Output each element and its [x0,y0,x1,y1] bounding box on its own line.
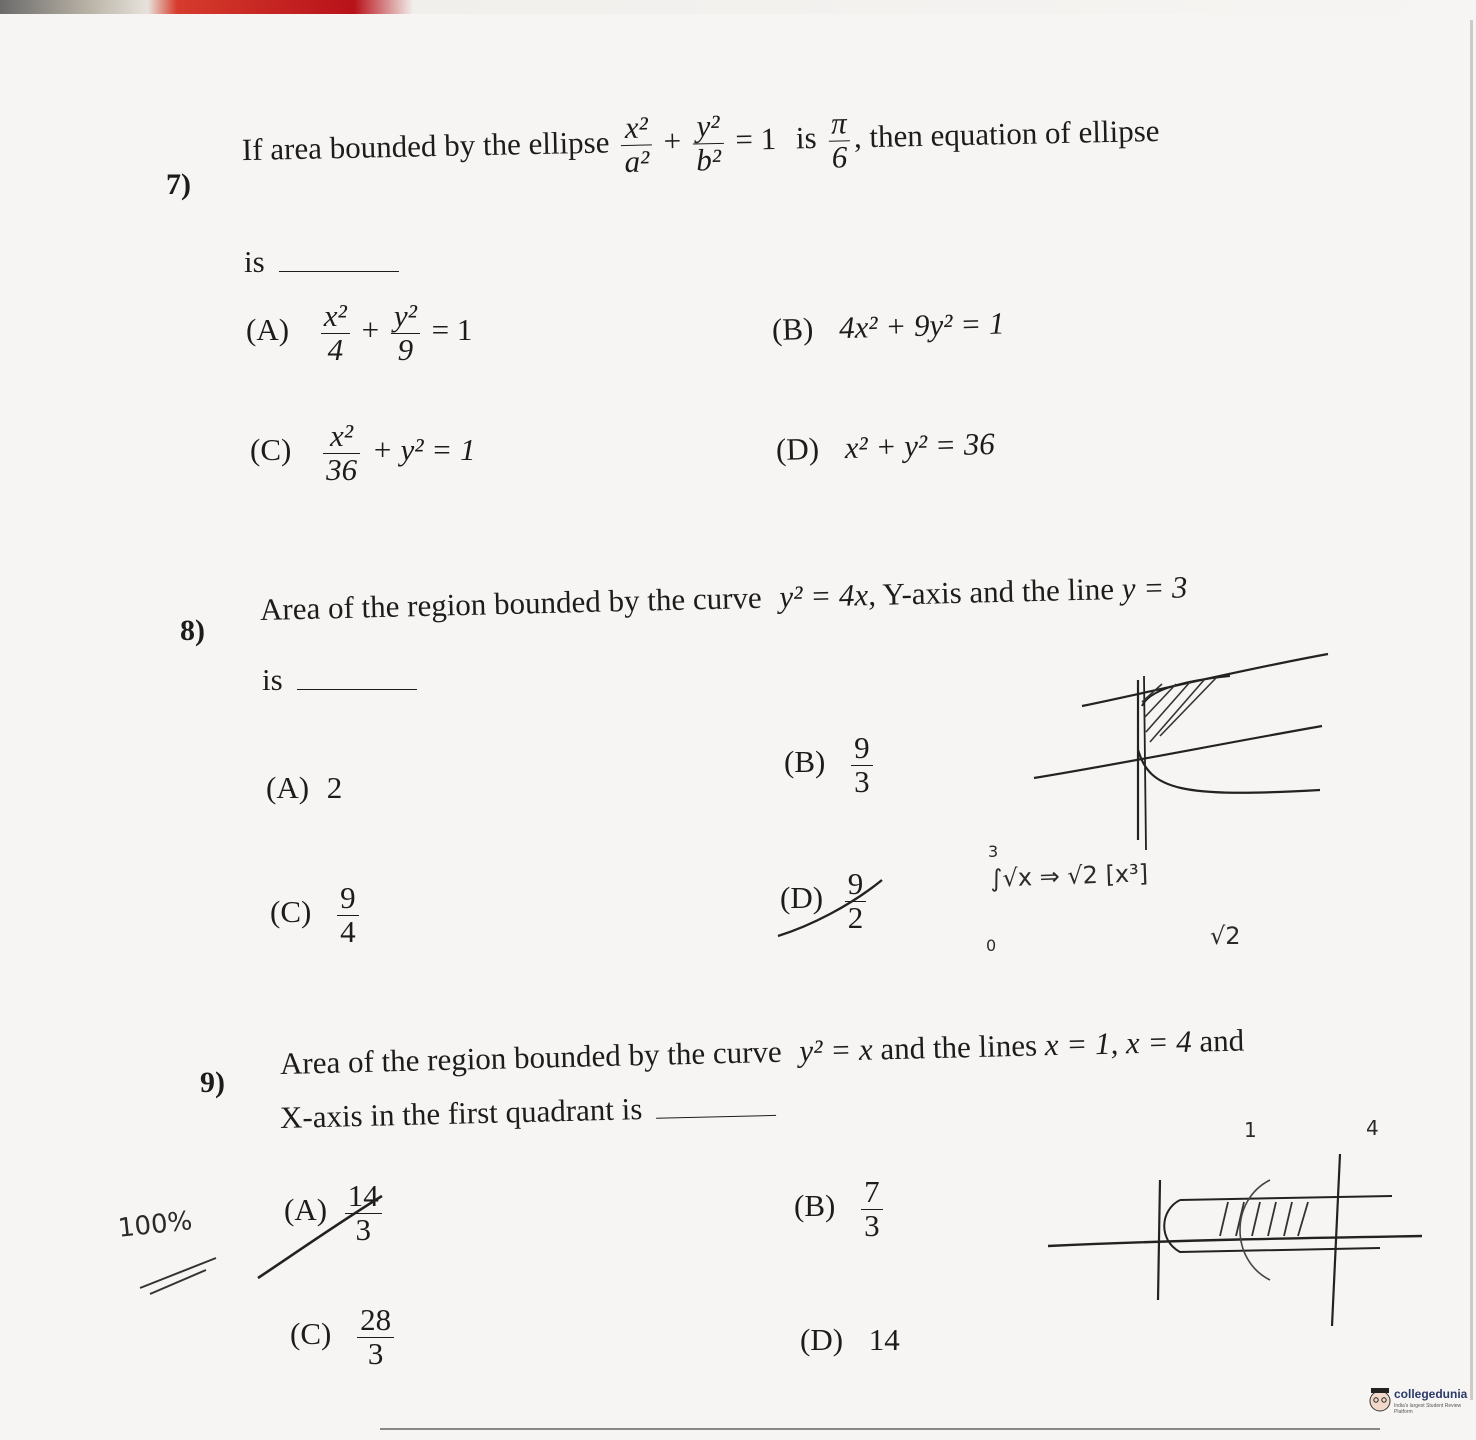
logo-mascot-icon [1368,1385,1392,1415]
q7-option-a-label: (A) [246,312,290,348]
question-9-stem: Area of the region bounded by the curve y² = x and the lines x = 1, x = 4 and [279,1022,1245,1081]
q9-option-c-frac: $\frac{28}{3}$ [357,1304,394,1370]
q7-option-d-expr: x² + y² = 36 [844,425,996,466]
q8-option-c-label: (C) [270,894,312,930]
q8-answer-blank [297,689,417,690]
q9-margin-scribble [136,1248,226,1298]
q7-pi-fraction: $\frac{\pi}{6}$ [828,107,851,174]
q9-curve: y² = x [798,1031,874,1069]
q9-option-b-label: (B) [794,1188,836,1224]
q7-is: is [795,120,817,156]
q8-line2: is [262,662,417,698]
q7-x-fraction: $\frac{\text{x²}}{\text{a²}}$ [621,111,653,178]
logo-name: collegedunia [1394,1387,1468,1401]
q8-sketch [1020,640,1350,870]
q9-option-d: (D) 14 [800,1322,900,1357]
q7-option-d [775,426,995,468]
q8-hand-lower-limit: 0 [986,936,997,955]
q8-option-c [270,882,363,948]
q7-plus: + [663,122,682,159]
q7-line2 [244,244,399,280]
question-7-stem [241,101,1160,186]
q8-option-b [784,732,877,798]
q9-sketch-label-4: 4 [1366,1116,1379,1140]
q8-option-a-label: (A) [266,770,310,805]
q8-hand-work: ∫√x ⇒ √2 [x³] [989,859,1149,893]
q7-equals-one: = 1 [735,120,777,157]
q8-line: y = 3 [1121,569,1188,606]
photo-bottom-edge [380,1428,1380,1440]
q7-option-c-frac: $\frac{\text{x²}}{36}$ [323,420,360,486]
q9-option-c-label: (C) [290,1316,332,1352]
q8-option-b-frac: $\frac{9}{3}$ [851,732,873,798]
q7-option-c: (C) $\frac{\text{x²}}{36}$ + y² = 1 [250,418,476,487]
q7-option-b [771,306,1004,348]
photo-top-edge [0,0,1476,14]
q9-sketch-label-1: 1 [1244,1118,1257,1142]
q7-text-start: If area bounded by the ellipse [241,124,610,168]
q7-option-a-frac2: $\frac{\text{y²}}{9}$ [391,300,420,366]
q8-hand-denominator: √2 [1210,922,1241,950]
logo-tagline: India's largest Student Review Platform [1394,1403,1462,1415]
q7-is-label: is [244,244,265,279]
question-8-stem: Area of the region bounded by the curve y² = 4x, Y-axis and the line y = 3 [259,569,1188,627]
q7-option-c-label: (C) [250,432,292,468]
q8-option-a: (A) 2 [266,770,343,805]
q8-option-d-label: (D) [780,880,824,916]
q8-hand-upper-limit: 3 [988,842,999,861]
question-7-number: 7) [166,168,191,201]
q7-option-d-label: (D) [775,430,820,467]
question-9-number: 9) [200,1066,225,1099]
q8-option-d-strike [770,870,890,950]
q9-option-a-frac: $\frac{14}{3}$ [345,1180,382,1246]
q9-option-a-strike [250,1188,390,1288]
q7-text-end: , then equation of ellipse [853,112,1160,155]
q8-option-c-frac: $\frac{9}{4}$ [337,882,359,948]
question-8-number: 8) [180,614,205,647]
q8-option-d-frac: $\frac{9}{2}$ [845,868,867,934]
photo-right-edge [1470,20,1473,1400]
q7-answer-blank [279,271,399,272]
q9-lines: x = 1, x = 4 [1044,1023,1193,1063]
collegedunia-logo [1368,1383,1472,1419]
q7-y-fraction: $\frac{\text{y²}}{\text{b²}}$ [692,110,724,177]
q8-curve: y² = 4x, [778,576,877,615]
q7-option-b-expr: 4x² + 9y² = 1 [838,305,1005,346]
q7-option-a-frac1: $\frac{\text{x²}}{4}$ [321,300,350,366]
q9-option-c [290,1304,398,1370]
q9-option-b-frac: $\frac{7}{3}$ [861,1176,883,1242]
q9-option-a-label: (A) [284,1192,328,1228]
q9-line2: X-axis in the first quadrant is [280,1088,777,1136]
q9-option-d-label: (D) [800,1322,844,1357]
q9-margin-note: 100% [116,1206,194,1244]
q7-option-b-label: (B) [771,310,814,347]
q7-option-a: (A) $\frac{\text{x²}}{4}$ + $\frac{\text{y²}}{9}$ = 1 [246,298,473,367]
q9-sketch [1040,1140,1440,1340]
q9-option-b [794,1176,887,1242]
q9-answer-blank [657,1115,777,1119]
q8-option-b-label: (B) [784,744,826,780]
